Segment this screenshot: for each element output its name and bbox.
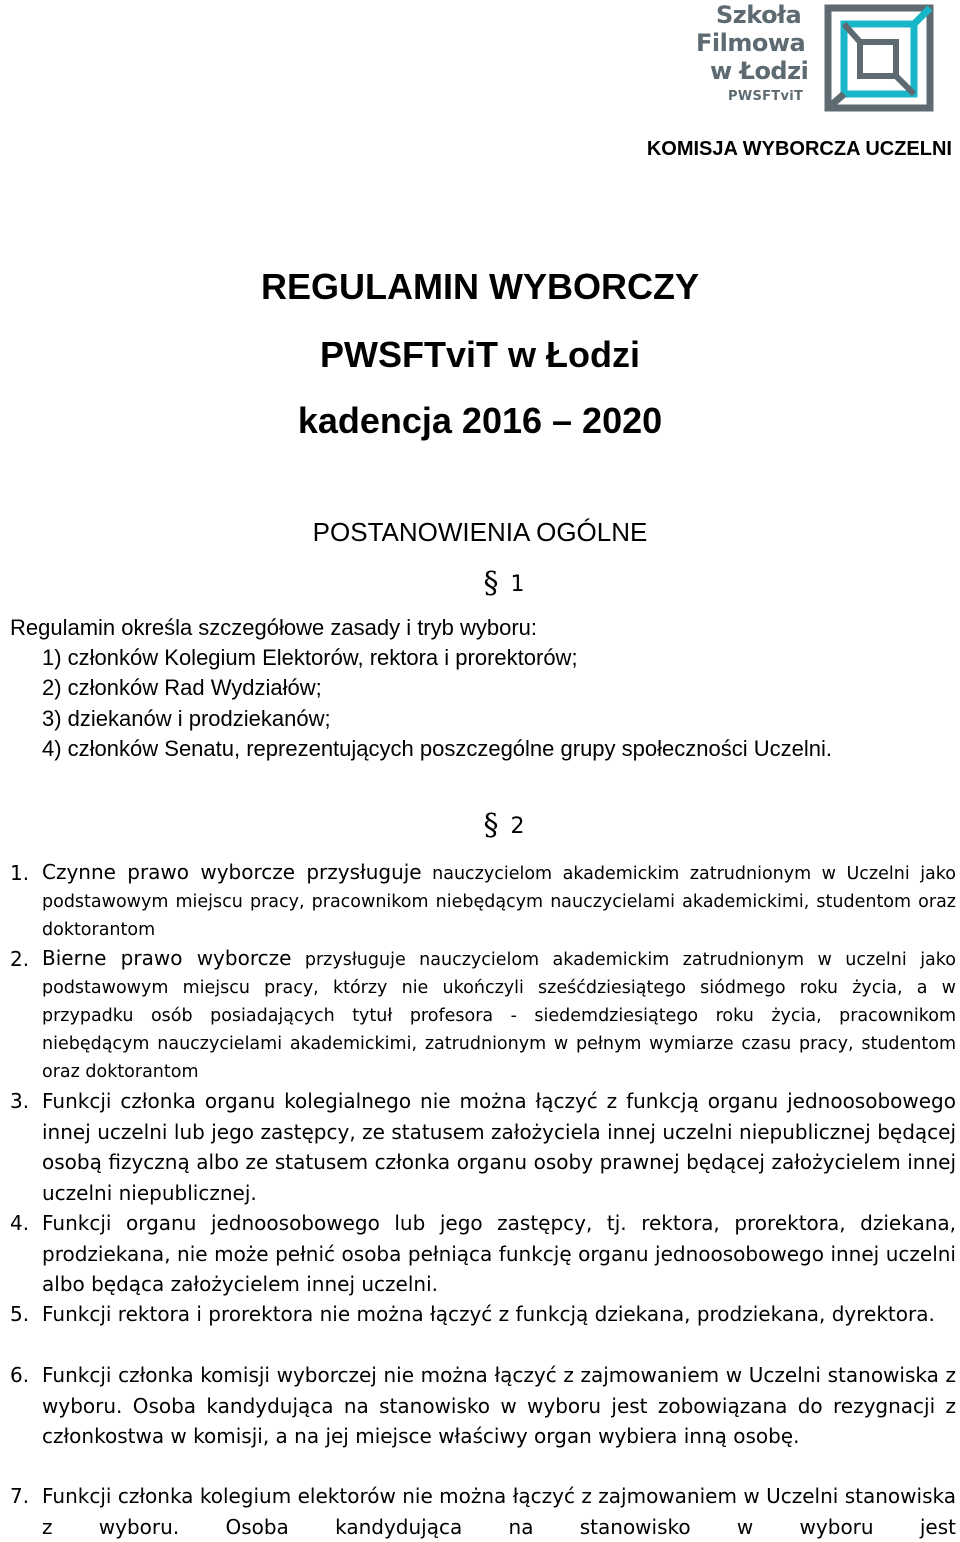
list-item: 1) członków Kolegium Elektorów, rektora i prorektorów; <box>42 645 578 670</box>
logo-line-4: PWSFTviT <box>728 89 804 104</box>
item-lead: Bierne prawo wyborcze <box>42 946 292 970</box>
item-text: Funkcji członka kolegium elektorów nie można łączyć z zajmowaniem w Uczelni stanowiska z wyboru. Osoba kandydująca na stanowisko w wyboru jest <box>42 1484 956 1539</box>
item-text: Funkcji członka komisji wyborczej nie można łączyć z zajmowaniem w Uczelni stanowiska z wyboru. Osoba kandydująca na stanowisko w wyboru jest zobowiązana do rezygnacji z członkostwa w komisji, a na jej miejsce właściwy organ wybiera inną osobę. <box>42 1363 956 1448</box>
list-item <box>10 1360 956 1452</box>
section-heading: POSTANOWIENIA OGÓLNE <box>312 517 648 547</box>
item-text: nauczycielom akademickim zatrudnionym w Uczelni jako podstawowym miejscu pracy, pracownikom niebędącym nauczycielami akademickimi, studentom oraz doktorantom <box>42 864 956 940</box>
list-item: 2) członków Rad Wydziałów; <box>42 675 322 700</box>
list-item: 3) dziekanów i prodziekanów; <box>42 706 331 731</box>
list-item <box>10 1086 956 1208</box>
paragraph-number: 2 <box>510 814 525 839</box>
list-item <box>10 858 956 944</box>
document-subtitle: PWSFTviT w Łodzi <box>320 334 640 375</box>
committee-label: KOMISJA WYBORCZA UCZELNI <box>646 138 952 160</box>
paragraph-1-intro: Regulamin określa szczegółowe zasady i tryb wyboru: <box>10 615 538 640</box>
item-number: 4. <box>10 1211 30 1235</box>
item-text: Funkcji rektora i prorektora nie można łączyć z funkcją dziekana, prodziekana, dyrektora. <box>42 1302 935 1326</box>
item-number: 3. <box>10 1089 30 1113</box>
item-number: 7. <box>10 1484 30 1508</box>
logo-line-3: w Łodzi <box>710 57 809 85</box>
document-title: REGULAMIN WYBORCZY <box>261 266 699 307</box>
paragraph-1-heading <box>0 566 960 601</box>
logo-line-2: Filmowa <box>696 29 806 57</box>
item-number: 1. <box>10 861 30 885</box>
item-number: 2. <box>10 947 30 971</box>
list-item: 4) członków Senatu, reprezentujących poszczególne grupy społeczności Uczelni. <box>42 736 832 761</box>
item-number: 6. <box>10 1363 30 1387</box>
film-school-square-logo-icon <box>818 2 938 112</box>
list-item <box>10 1481 956 1542</box>
list-item <box>10 1208 956 1300</box>
document-term: kadencja 2016 – 2020 <box>297 400 663 441</box>
list-item <box>10 1299 956 1330</box>
item-text: Funkcji organu jednoosobowego lub jego zastępcy, tj. rektora, prorektora, dziekana, prodziekana, nie może pełnić osoba pełniąca funkcję organu jednoosobowego innej uczelni albo będąca założycielem innej uczelni. <box>42 1211 956 1296</box>
paragraph-number: 1 <box>510 572 525 597</box>
logo-wordmark <box>696 2 816 105</box>
paragraph-2-heading <box>0 808 960 843</box>
logo-line-1: Szkoła <box>716 1 802 29</box>
section-symbol: § <box>483 808 499 843</box>
item-lead: Czynne prawo wyborcze przysługuje <box>42 860 422 884</box>
list-item <box>10 944 956 1086</box>
item-text: przysługuje nauczycielom akademickim zatrudnionym w uczelni jako podstawowym miejscu pracy, którzy nie ukończyli sześćdziesiątego siódmego roku życia, a w przypadku osób posiadających tytuł profesora - siedemdziesiątego roku życia, pracownikom niebędącym nauczycielami akademickimi, zatrudnionym w pełnym wymiarze czasu pracy, studentom oraz doktorantom <box>42 950 956 1082</box>
item-number: 5. <box>10 1302 30 1326</box>
item-text: Funkcji członka organu kolegialnego nie można łączyć z funkcją organu jednoosobowego innej uczelni lub jego zastępcy, ze statusem założyciela innej uczelni niepublicznej będącej osobą fizyczną albo ze statusem członka organu osoby prawnej będącej założycielem innej uczelni niepublicznej. <box>42 1089 956 1205</box>
section-symbol: § <box>483 566 499 601</box>
